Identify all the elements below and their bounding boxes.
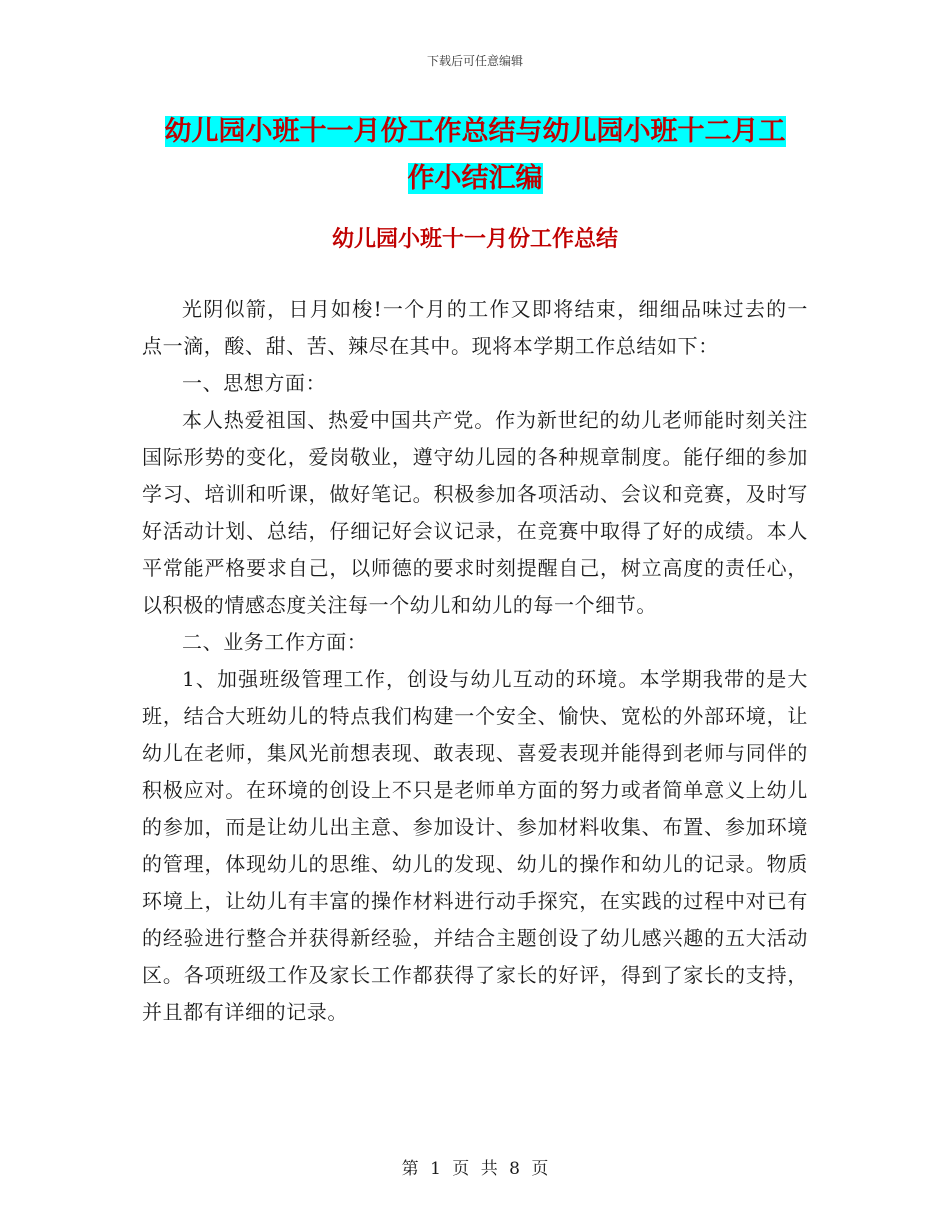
paragraph-intro: 光阴似箭，日月如梭!一个月的工作又即将结束，细细品味过去的一点一滴，酸、甜、苦、辣尽在其中。现将本学期工作总结如下： (142, 297, 808, 358)
title-line-1: 幼儿园小班十一月份工作总结与幼儿园小班十二月工 (164, 116, 786, 147)
document-body (142, 291, 808, 1031)
paragraph-business-1: 1、加强班级管理工作，创设与幼儿互动的环境。本学期我带的是大班，结合大班幼儿的特点我们构建一个安全、愉快、宽松的外部环境，让幼儿在老师，集风光前想表现、敢表现、喜爱表现并能得到老师与同伴的积极应对。在环境的创设上不只是老师单方面的努力或者简单意义上幼儿的参加，而是让幼儿出主意、参加设计、参加材料收集、布置、参加环境的管理，体现幼儿的思维、幼儿的发现、幼儿的操作和幼儿的记录。物质环境上，让幼儿有丰富的操作材料进行动手探究，在实践的过程中对已有的经验进行整合并获得新经验，并结合主题创设了幼儿感兴趣的五大活动区。各项班级工作及家长工作都获得了家长的好评，得到了家长的支持，并且都有详细的记录。 (142, 667, 808, 1024)
document-title (140, 108, 810, 202)
paragraph-thought: 本人热爱祖国、热爱中国共产党。作为新世纪的幼儿老师能时刻关注国际形势的变化，爱岗敬业，遵守幼儿园的各种规章制度。能仔细的参加学习、培训和听课，做好笔记。积极参加各项活动、会议和竞赛，及时写好活动计划、总结，仔细记好会议记录，在竞赛中取得了好的成绩。本人平常能严格要求自己，以师德的要求时刻提醒自己，树立高度的责任心，以积极的情感态度关注每一个幼儿和幼儿的每一个细节。 (142, 408, 808, 617)
header-note: 下载后可任意编辑 (426, 54, 523, 68)
page-number: 第 1 页 共 8 页 (401, 1159, 549, 1179)
paragraph-heading-thought: 一、思想方面： (182, 371, 327, 395)
paragraph-heading-business: 二、业务工作方面： (182, 630, 368, 654)
title-line-2: 作小结汇编 (407, 163, 543, 194)
section-title: 幼儿园小班十一月份工作总结 (331, 227, 618, 252)
